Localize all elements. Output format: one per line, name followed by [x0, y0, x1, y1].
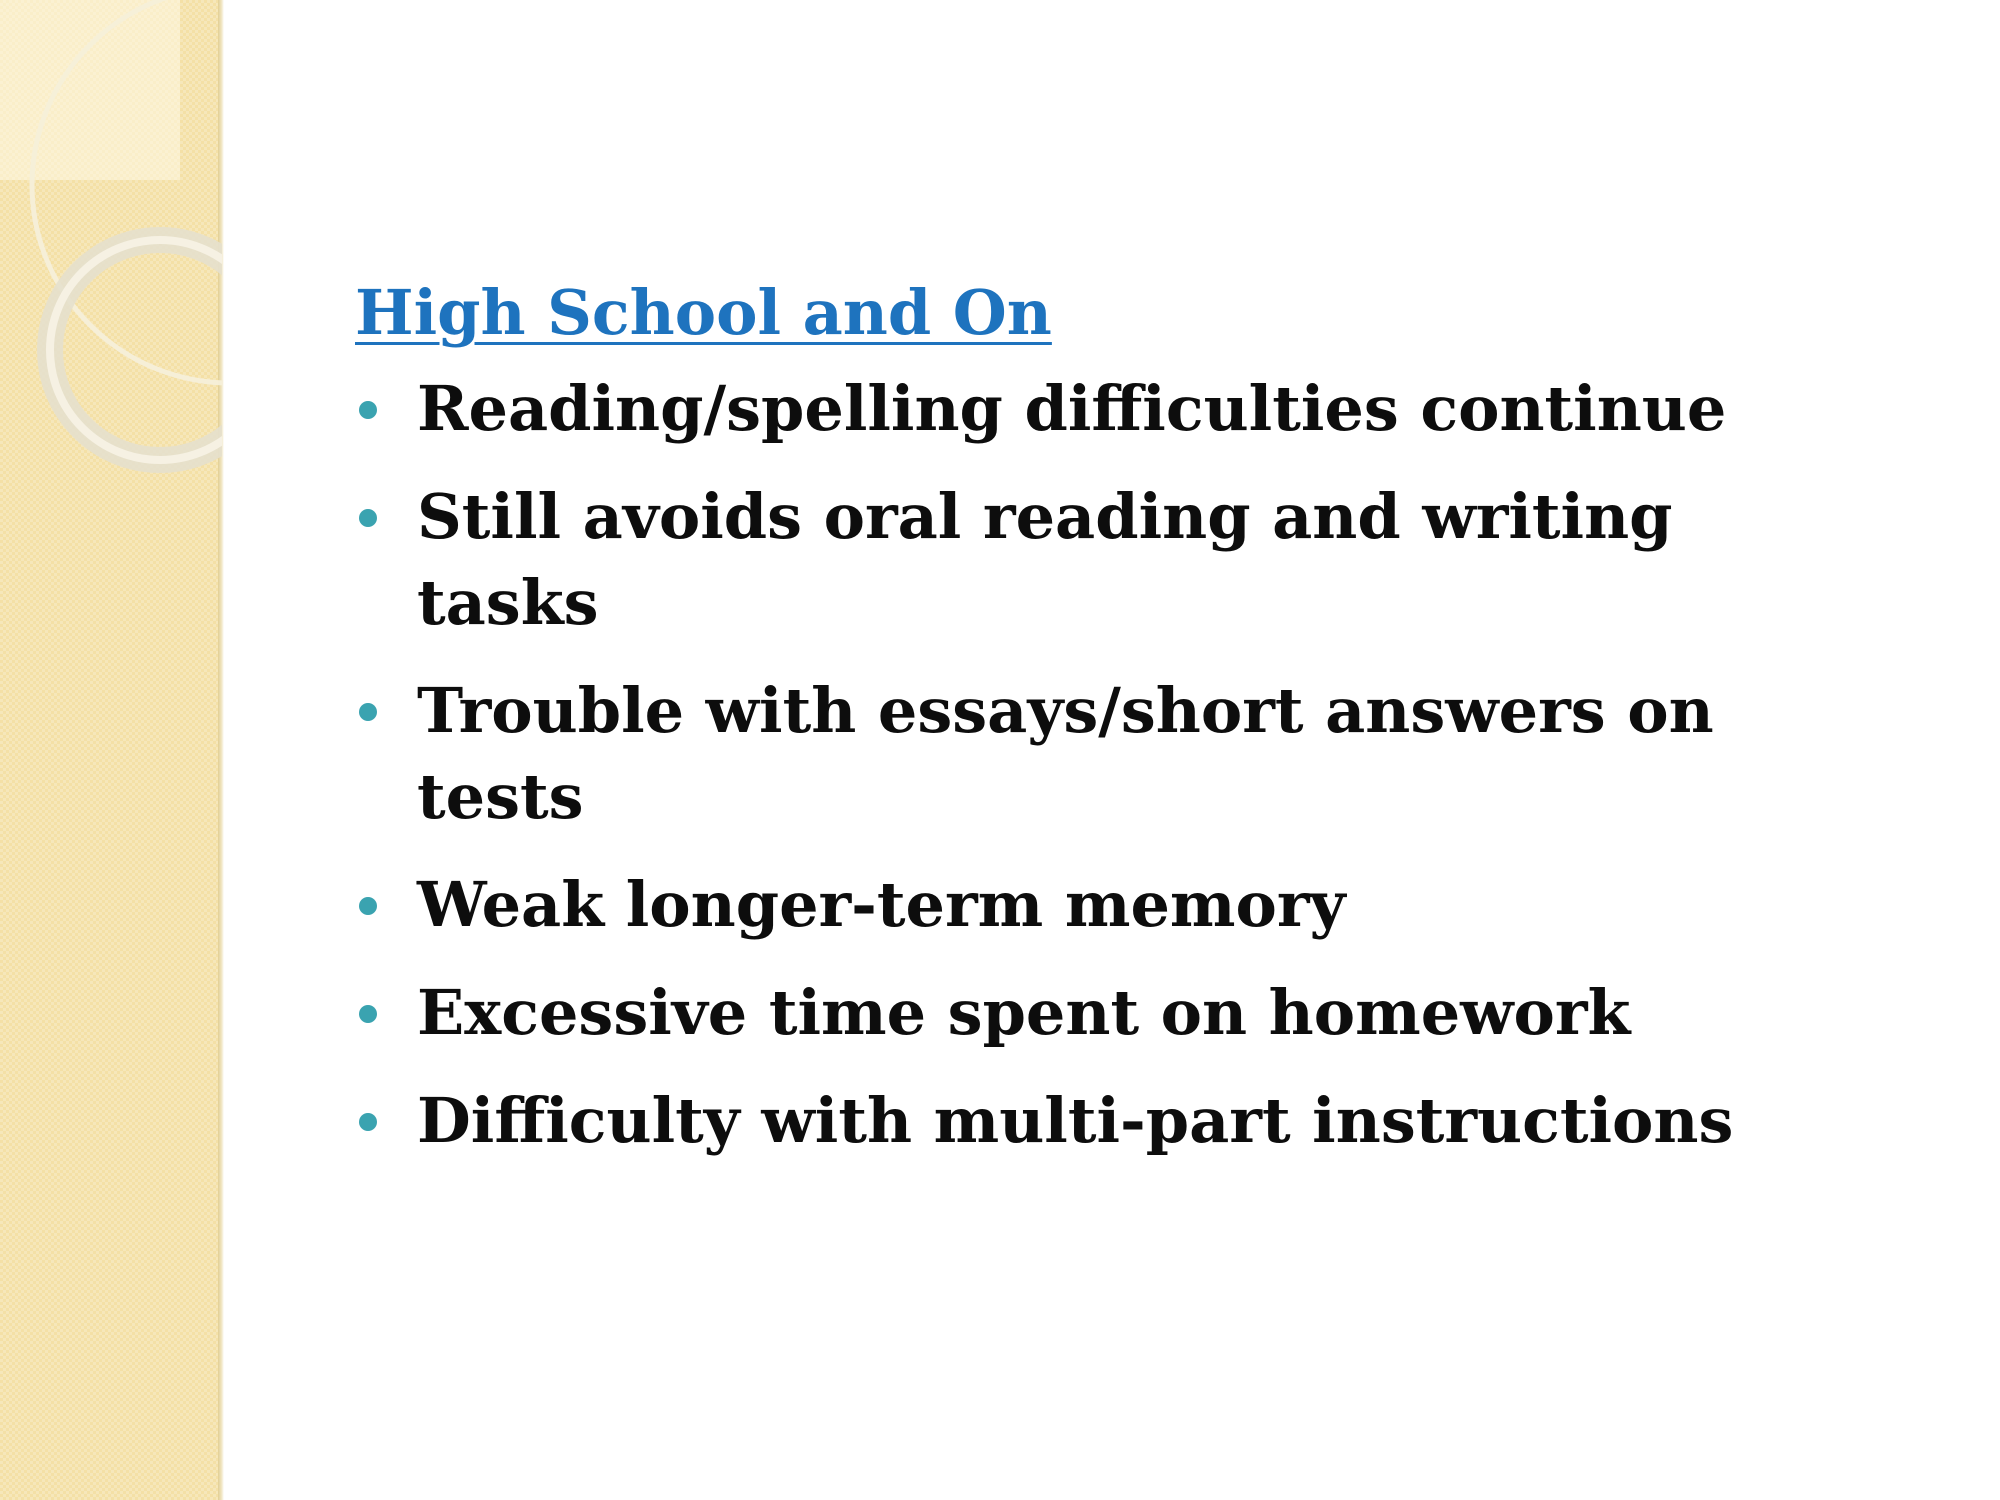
bullet-icon — [359, 703, 377, 721]
bullet-item — [355, 970, 1855, 1056]
bullet-text: Weak longer-term memory — [417, 868, 1346, 941]
bullet-list — [355, 366, 1855, 1164]
slide-heading: High School and On — [355, 276, 1052, 349]
bullet-item — [355, 862, 1855, 948]
bullet-item — [355, 474, 1855, 646]
bullet-item — [355, 1078, 1855, 1164]
bullet-icon — [359, 401, 377, 419]
bullet-item — [355, 668, 1855, 840]
decorative-rings — [0, 0, 222, 520]
bullet-text: Excessive time spent on homework — [417, 976, 1631, 1049]
bullet-icon — [359, 1005, 377, 1023]
bullet-item — [355, 366, 1855, 452]
bullet-text: Difficulty with multi-part instructions — [417, 1084, 1734, 1157]
bullet-text: Still avoids oral reading and writing tasks — [417, 480, 1673, 639]
small-ring — [50, 240, 222, 460]
slide-content — [355, 268, 1855, 1186]
bullet-icon — [359, 509, 377, 527]
bullet-icon — [359, 897, 377, 915]
bullet-text: Reading/spelling difficulties continue — [417, 372, 1727, 445]
bullet-icon — [359, 1113, 377, 1131]
bullet-text: Trouble with essays/short answers on tests — [417, 674, 1714, 833]
